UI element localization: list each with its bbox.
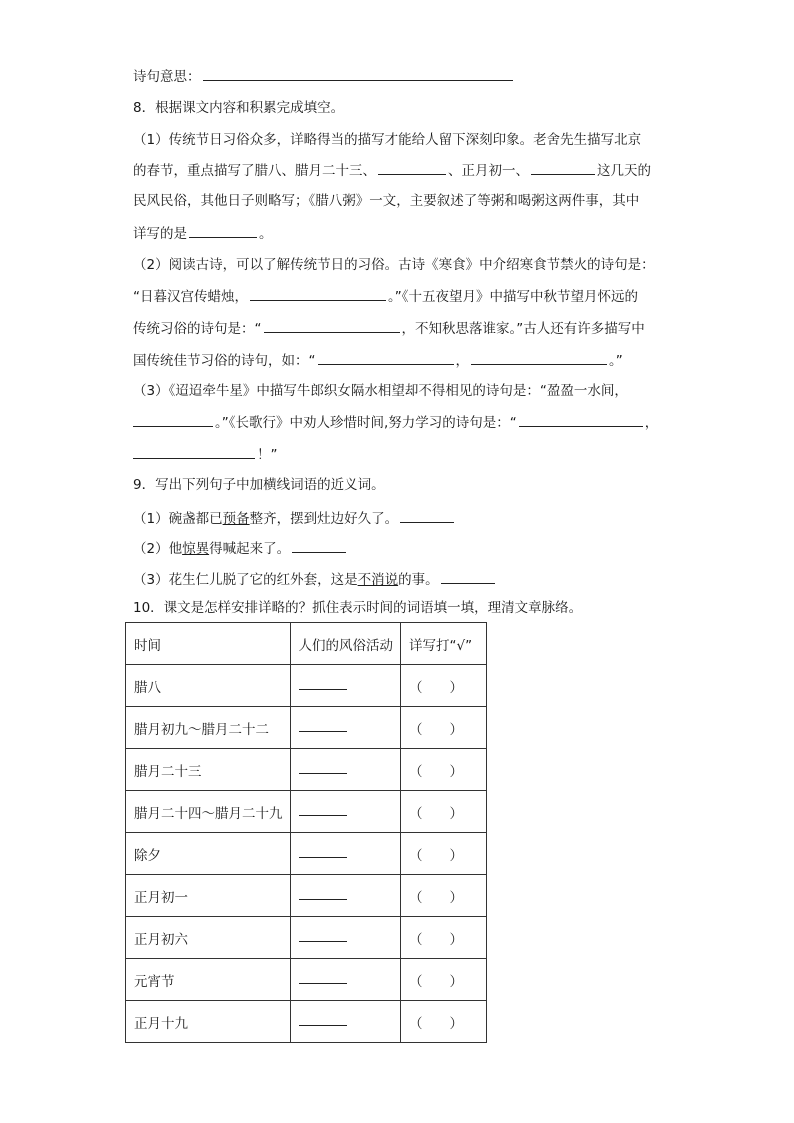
q8-p3-line2: [133, 412, 658, 432]
table-row: [126, 833, 487, 875]
row-activity-cell: [290, 875, 401, 917]
activity-blank[interactable]: [299, 803, 347, 816]
q8-p1-line1: （1）传统节日习俗众多，详略得当的描写才能给人留下深刻印象。老舍先生描写北京: [133, 132, 642, 148]
q8-blank-1[interactable]: [378, 160, 446, 175]
q9-blank-3[interactable]: [441, 569, 495, 584]
q8-blank-4[interactable]: [250, 286, 386, 301]
q8-p2-line2: [133, 286, 638, 306]
row-mark[interactable]: （ ）: [401, 875, 487, 917]
table-row: [126, 707, 487, 749]
activity-blank[interactable]: [299, 719, 347, 732]
table-row: [126, 917, 487, 959]
table-row: [126, 875, 487, 917]
row-activity-cell: [290, 791, 401, 833]
table-row: [126, 1001, 487, 1043]
q8-p3-line1: （3）《迢迢牵牛星》中描写牛郎织女隔水相望却不得相见的诗句是：“盈盈一水间，: [133, 383, 628, 399]
activity-blank[interactable]: [299, 929, 347, 942]
q8-p2-line1: （2）阅读古诗，可以了解传统节日的习俗。古诗《寒食》中介绍寒食节禁火的诗句是：: [133, 257, 655, 273]
q8-p1-line4: [133, 223, 273, 243]
activity-blank[interactable]: [299, 761, 347, 774]
q8-p1-line2: [133, 160, 651, 180]
row-activity-cell: [290, 707, 401, 749]
q8-blank-6[interactable]: [318, 350, 454, 365]
header-time: 时间: [126, 623, 291, 665]
row-mark[interactable]: （ ）: [401, 791, 487, 833]
table-row: [126, 791, 487, 833]
q9-s1: [133, 508, 456, 528]
q9-s2-underlined: 惊異: [182, 541, 210, 557]
q8-title: 8．根据课文内容和积累完成填空。: [133, 100, 345, 116]
q7-meaning-line: [133, 66, 515, 86]
row-time: 正月初六: [126, 917, 291, 959]
q8-p2-text-d: ，不知秋思落谁家。”古人还有许多描写中: [401, 321, 645, 337]
activity-blank[interactable]: [299, 971, 347, 984]
q8-blank-8[interactable]: [133, 412, 213, 427]
row-activity-cell: [290, 1001, 401, 1043]
q8-p3-text-c: ，: [644, 415, 659, 431]
activity-blank[interactable]: [299, 1013, 347, 1026]
row-mark[interactable]: （ ）: [401, 917, 487, 959]
row-time: 除夕: [126, 833, 291, 875]
row-time: 腊月二十三: [126, 749, 291, 791]
q8-p2-text-e: 国传统佳节习俗的诗句，如：“: [133, 353, 316, 369]
q8-p2-text-a: “日暮汉宫传蜡烛，: [133, 289, 248, 305]
q8-p3-text-d: ！”: [257, 447, 278, 463]
q8-blank-9[interactable]: [519, 412, 643, 427]
row-time: 正月初一: [126, 875, 291, 917]
q10-title: 10．课文是怎样安排详略的？抓住表示时间的词语填一填，理清文章脉络。: [133, 600, 583, 616]
q8-p2-text-c: 传统习俗的诗句是：“: [133, 321, 262, 337]
q8-p2-text-b: 。”《十五夜望月》中描写中秋节望月怀远的: [388, 289, 638, 305]
q9-s3-text-a: （3）花生仁儿脱了它的红外套，这是: [133, 572, 358, 588]
row-mark[interactable]: （ ）: [401, 665, 487, 707]
q8-blank-10[interactable]: [133, 444, 255, 459]
q9-s1-text-a: （1）碗盏都已: [133, 511, 223, 527]
header-activity: 人们的风俗活动: [290, 623, 401, 665]
table-row: [126, 749, 487, 791]
q10-table: [125, 622, 487, 1043]
q9-s3-text-b: 的事。: [398, 572, 439, 588]
q7-meaning-label: 诗句意思：: [133, 69, 201, 85]
row-time: 腊月二十四～腊月二十九: [126, 791, 291, 833]
table-row: [126, 959, 487, 1001]
activity-blank[interactable]: [299, 677, 347, 690]
q8-p3-text-b: 。”《长歌行》中劝人珍惜时间,努力学习的诗句是：“: [215, 415, 517, 431]
q8-p1-text-c: 这几天的: [597, 163, 651, 179]
row-mark[interactable]: （ ）: [401, 707, 487, 749]
q8-blank-2[interactable]: [531, 160, 595, 175]
q7-meaning-blank[interactable]: [203, 66, 513, 81]
activity-blank[interactable]: [299, 887, 347, 900]
q8-p2-text-f: ，: [455, 353, 469, 369]
row-activity-cell: [290, 833, 401, 875]
q9-s3: [133, 569, 497, 589]
row-mark[interactable]: （ ）: [401, 749, 487, 791]
q8-p1-line3: 民风民俗，其他日子则略写；《腊八粥》一文，主要叙述了等粥和喝粥这两件事，其中: [133, 193, 640, 209]
row-mark[interactable]: （ ）: [401, 959, 487, 1001]
row-activity-cell: [290, 665, 401, 707]
q8-p1-text-b: 、正月初一、: [448, 163, 529, 179]
q9-blank-2[interactable]: [292, 538, 346, 553]
q8-blank-5[interactable]: [264, 318, 400, 333]
q9-s2: [133, 538, 348, 558]
q8-p1-text-e: 。: [259, 226, 273, 242]
table-row: [126, 665, 487, 707]
q9-title: 9．写出下列句子中加横线词语的近义词。: [133, 477, 385, 493]
row-time: 元宵节: [126, 959, 291, 1001]
row-time: 腊八: [126, 665, 291, 707]
row-activity-cell: [290, 749, 401, 791]
header-detail: 详写打“√”: [401, 623, 487, 665]
q8-blank-7[interactable]: [471, 350, 607, 365]
q8-p2-line3: [133, 318, 645, 338]
q9-s1-underlined: 预备: [222, 511, 250, 527]
q8-p1-text-d: 详写的是: [133, 226, 187, 242]
q8-blank-3[interactable]: [189, 223, 257, 238]
q8-p2-line4: [133, 350, 623, 370]
q9-s2-text-a: （2）他: [133, 541, 183, 557]
row-time: 正月十九: [126, 1001, 291, 1043]
row-time: 腊月初九～腊月二十二: [126, 707, 291, 749]
q8-p2-text-g: 。”: [609, 353, 623, 369]
row-mark[interactable]: （ ）: [401, 1001, 487, 1043]
row-activity-cell: [290, 917, 401, 959]
q9-blank-1[interactable]: [400, 508, 454, 523]
activity-blank[interactable]: [299, 845, 347, 858]
q9-s1-text-b: 整齐，摆到灶边好久了。: [249, 511, 399, 527]
row-activity-cell: [290, 959, 401, 1001]
q8-p3-line3: [133, 444, 278, 464]
row-mark[interactable]: （ ）: [401, 833, 487, 875]
q8-p1-text-a: 的春节，重点描写了腊八、腊月二十三、: [133, 163, 376, 179]
table-header-row: [126, 623, 487, 665]
q9-s2-text-b: 得喊起来了。: [209, 541, 291, 557]
q9-s3-underlined: 不消说: [357, 572, 399, 588]
